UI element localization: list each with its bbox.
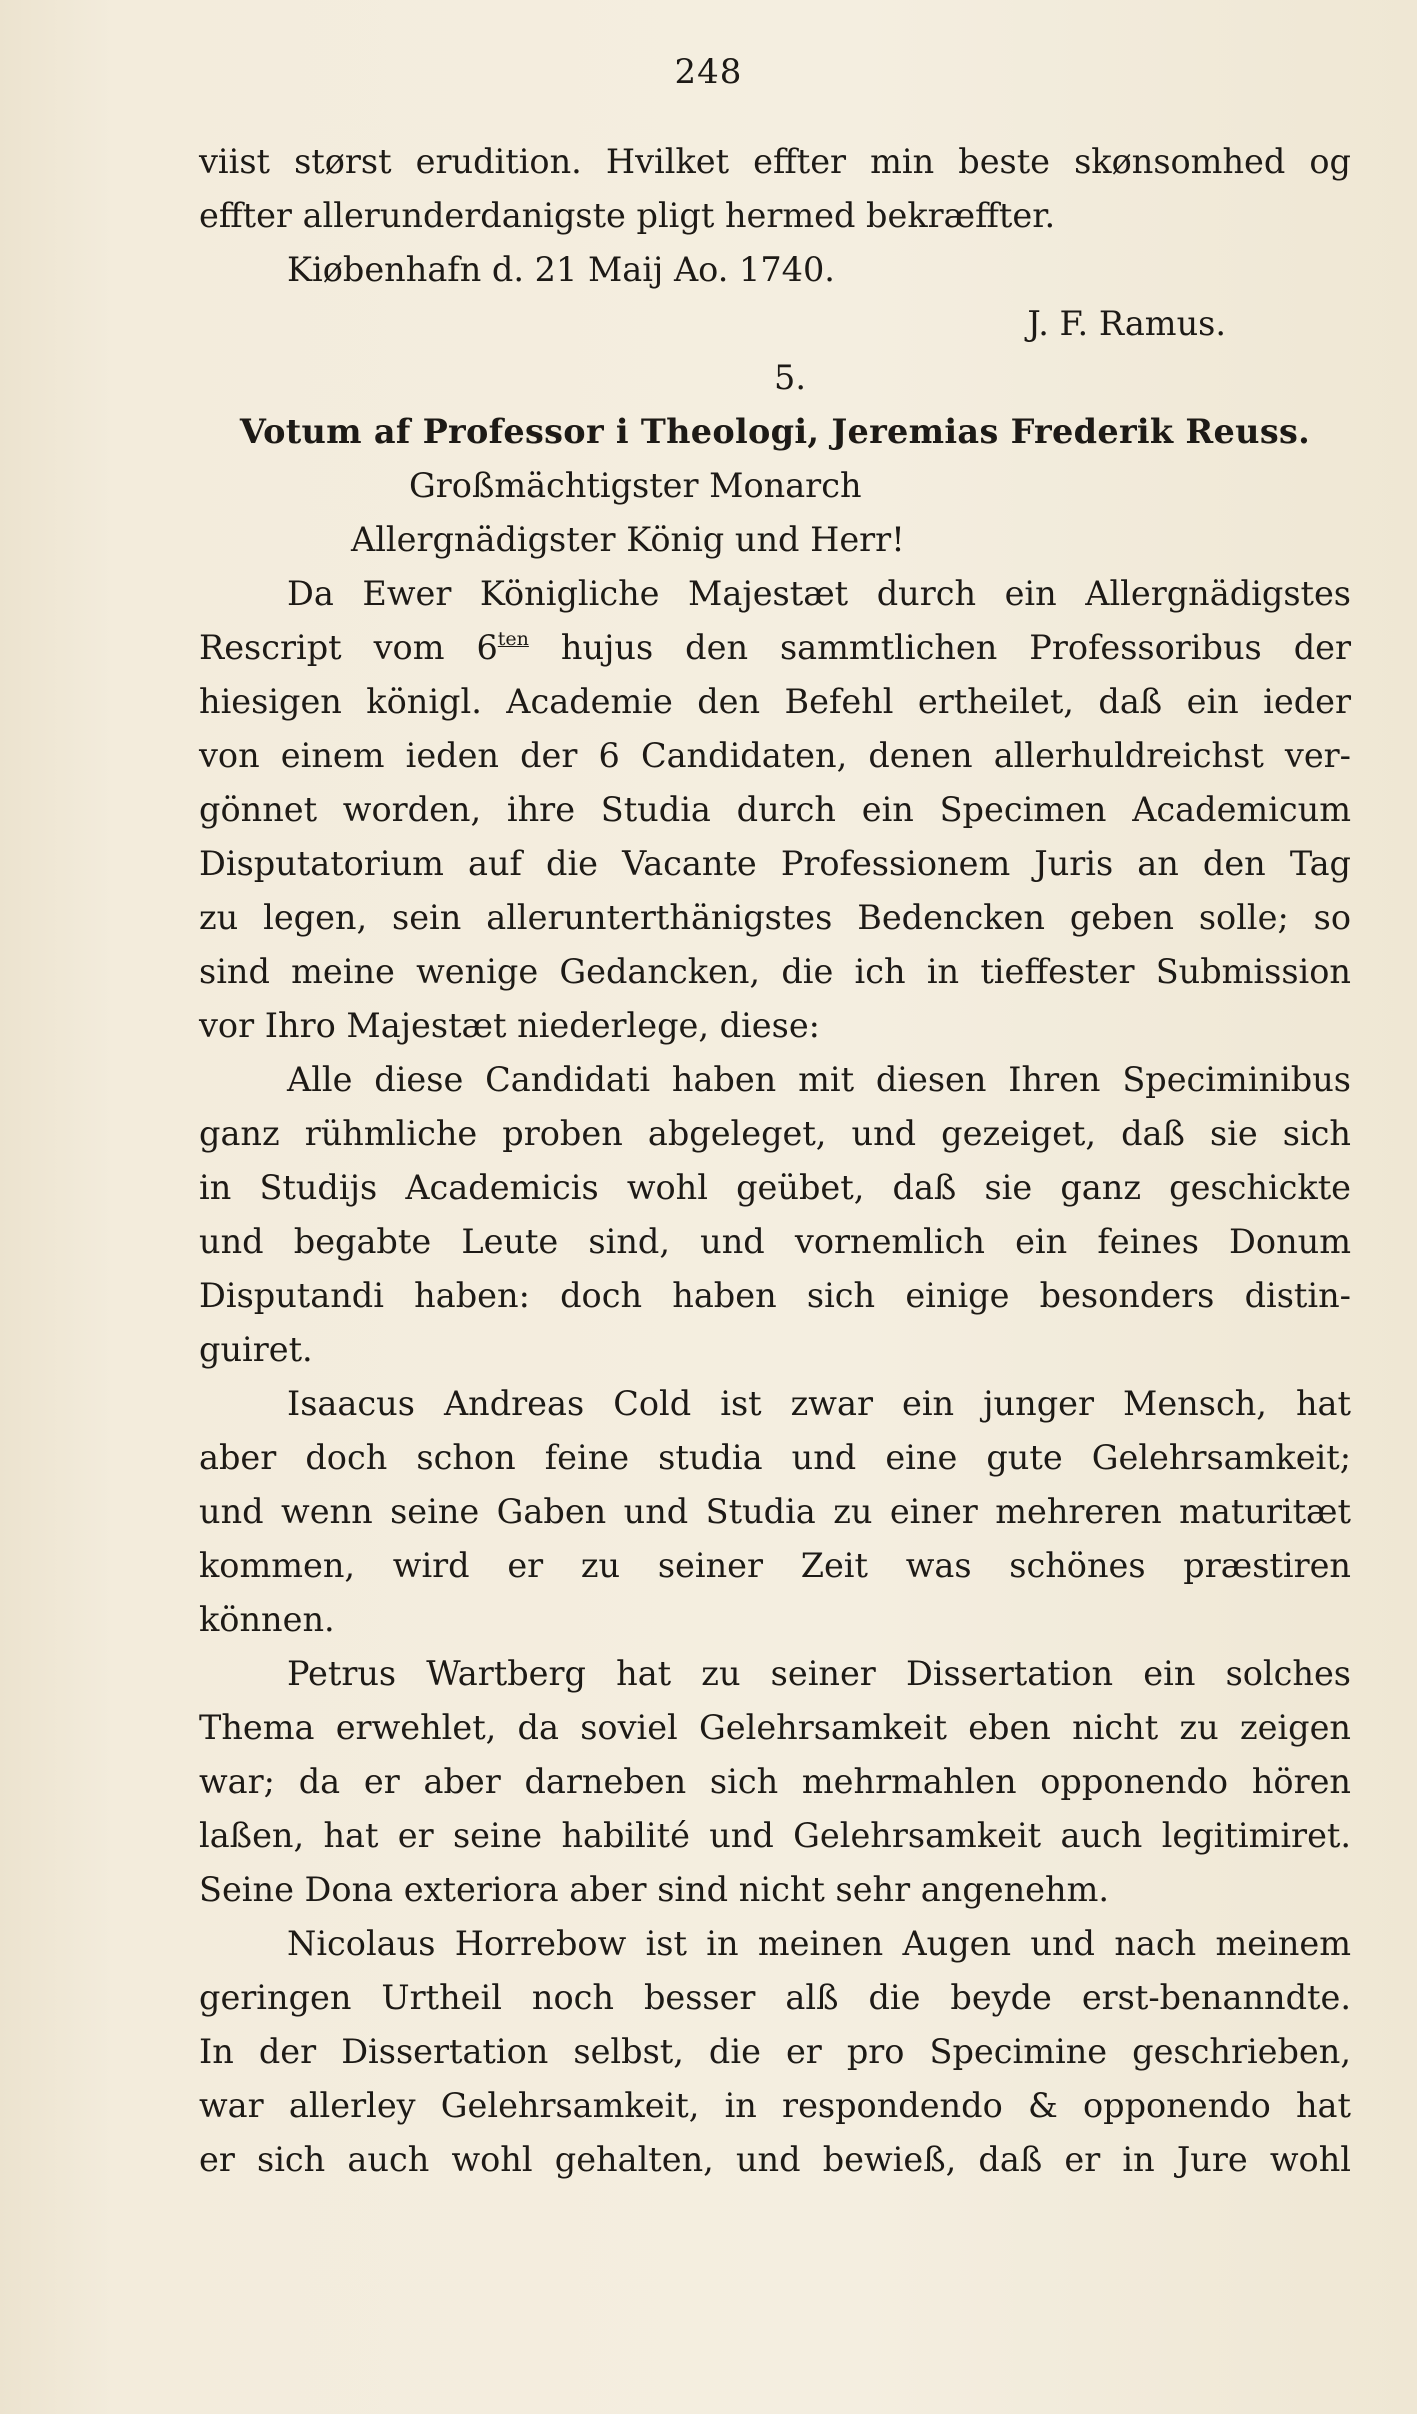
salutation: Allergnädigster König und Herr! bbox=[351, 520, 905, 559]
text-line: Alle diese Candidati haben mit diesen Ihren Speciminibus bbox=[287, 1060, 1351, 1099]
text-line: effter allerunderdanigste pligt hermed bekræffter. bbox=[199, 196, 1056, 235]
text-line: in Studijs Academicis wohl geübet, daß sie ganz geschickte bbox=[199, 1168, 1351, 1207]
text-line: er sich auch wohl gehalten, und bewieß, daß er in Jure wohl bbox=[199, 2140, 1351, 2179]
section-number: 5. bbox=[774, 358, 806, 397]
text-line: sind meine wenige Gedancken, die ich in tieffester Submission bbox=[199, 952, 1351, 991]
text-line: In der Dissertation selbst, die er pro Specimine geschrieben, bbox=[199, 2032, 1351, 2071]
text-line: und begabte Leute sind, und vornemlich ein feines Donum bbox=[199, 1222, 1351, 1261]
salutation: Großmächtigster Monarch bbox=[409, 466, 862, 505]
text-line: geringen Urtheil noch besser alß die beyde erst-benanndte. bbox=[199, 1978, 1351, 2017]
text-line: Nicolaus Horrebow ist in meinen Augen und nach meinem bbox=[287, 1924, 1351, 1963]
text-line: Thema erwehlet, da soviel Gelehrsamkeit eben nicht zu zeigen bbox=[199, 1708, 1351, 1747]
text-line: Petrus Wartberg hat zu seiner Dissertation ein solches bbox=[287, 1654, 1351, 1693]
signature: J. F. Ramus. bbox=[1027, 304, 1226, 343]
section-title: Votum af Professor i Theologi, Jeremias Frederik Reuss. bbox=[239, 412, 1311, 451]
text-line: laßen, hat er seine habilité und Gelehrsamkeit auch legitimiret. bbox=[199, 1816, 1351, 1855]
page-text bbox=[199, 135, 1351, 2187]
text-line: Disputatorium auf die Vacante Professionem Juris an den Tag bbox=[199, 844, 1351, 883]
text-line: war allerley Gelehrsamkeit, in respondendo & opponendo hat bbox=[199, 2086, 1351, 2125]
text-line: Da Ewer Königliche Majestæt durch ein Allergnädigstes bbox=[287, 574, 1351, 613]
text-line: und wenn seine Gaben und Studia zu einer mehreren maturitæt bbox=[199, 1492, 1351, 1531]
text-line: Rescript vom $6^{ten}$ hujus den sammtlichen Professoribus der bbox=[199, 628, 1351, 667]
text-line: aber doch schon feine studia und eine gute Gelehrsamkeit; bbox=[199, 1438, 1351, 1477]
text-line: war; da er aber darneben sich mehrmahlen opponendo hören bbox=[199, 1762, 1351, 1801]
text-line: Seine Dona exteriora aber sind nicht sehr angenehm. bbox=[199, 1870, 1109, 1909]
text-line: Isaacus Andreas Cold ist zwar ein junger Mensch, hat bbox=[287, 1384, 1351, 1423]
text-line: viist størst erudition. Hvilket effter min beste skønsomhed og bbox=[199, 142, 1351, 181]
text-line: Disputandi haben: doch haben sich einige besonders distin- bbox=[199, 1276, 1351, 1315]
text-line: vor Ihro Majestæt niederlege, diese: bbox=[199, 1006, 820, 1045]
superscript: ten bbox=[497, 628, 529, 650]
text-line: hiesigen königl. Academie den Befehl ertheilet, daß ein ieder bbox=[199, 682, 1351, 721]
text-line: von einem ieden der 6 Candidaten, denen allerhuldreichst ver- bbox=[199, 736, 1351, 775]
text-line: guiret. bbox=[199, 1330, 313, 1369]
text-line: ganz rühmliche proben abgeleget, und gezeiget, daß sie sich bbox=[199, 1114, 1351, 1153]
text-line: gönnet worden, ihre Studia durch ein Specimen Academicum bbox=[199, 790, 1351, 829]
date-line: Kiøbenhafn d. 21 Maij Ao. 1740. bbox=[287, 250, 835, 289]
text-line: zu legen, sein allerunterthänigstes Bedencken geben solle; so bbox=[199, 898, 1351, 937]
page-number: 248 bbox=[674, 52, 743, 92]
text-line: können. bbox=[199, 1600, 335, 1639]
text-line: kommen, wird er zu seiner Zeit was schönes præstiren bbox=[199, 1546, 1351, 1585]
